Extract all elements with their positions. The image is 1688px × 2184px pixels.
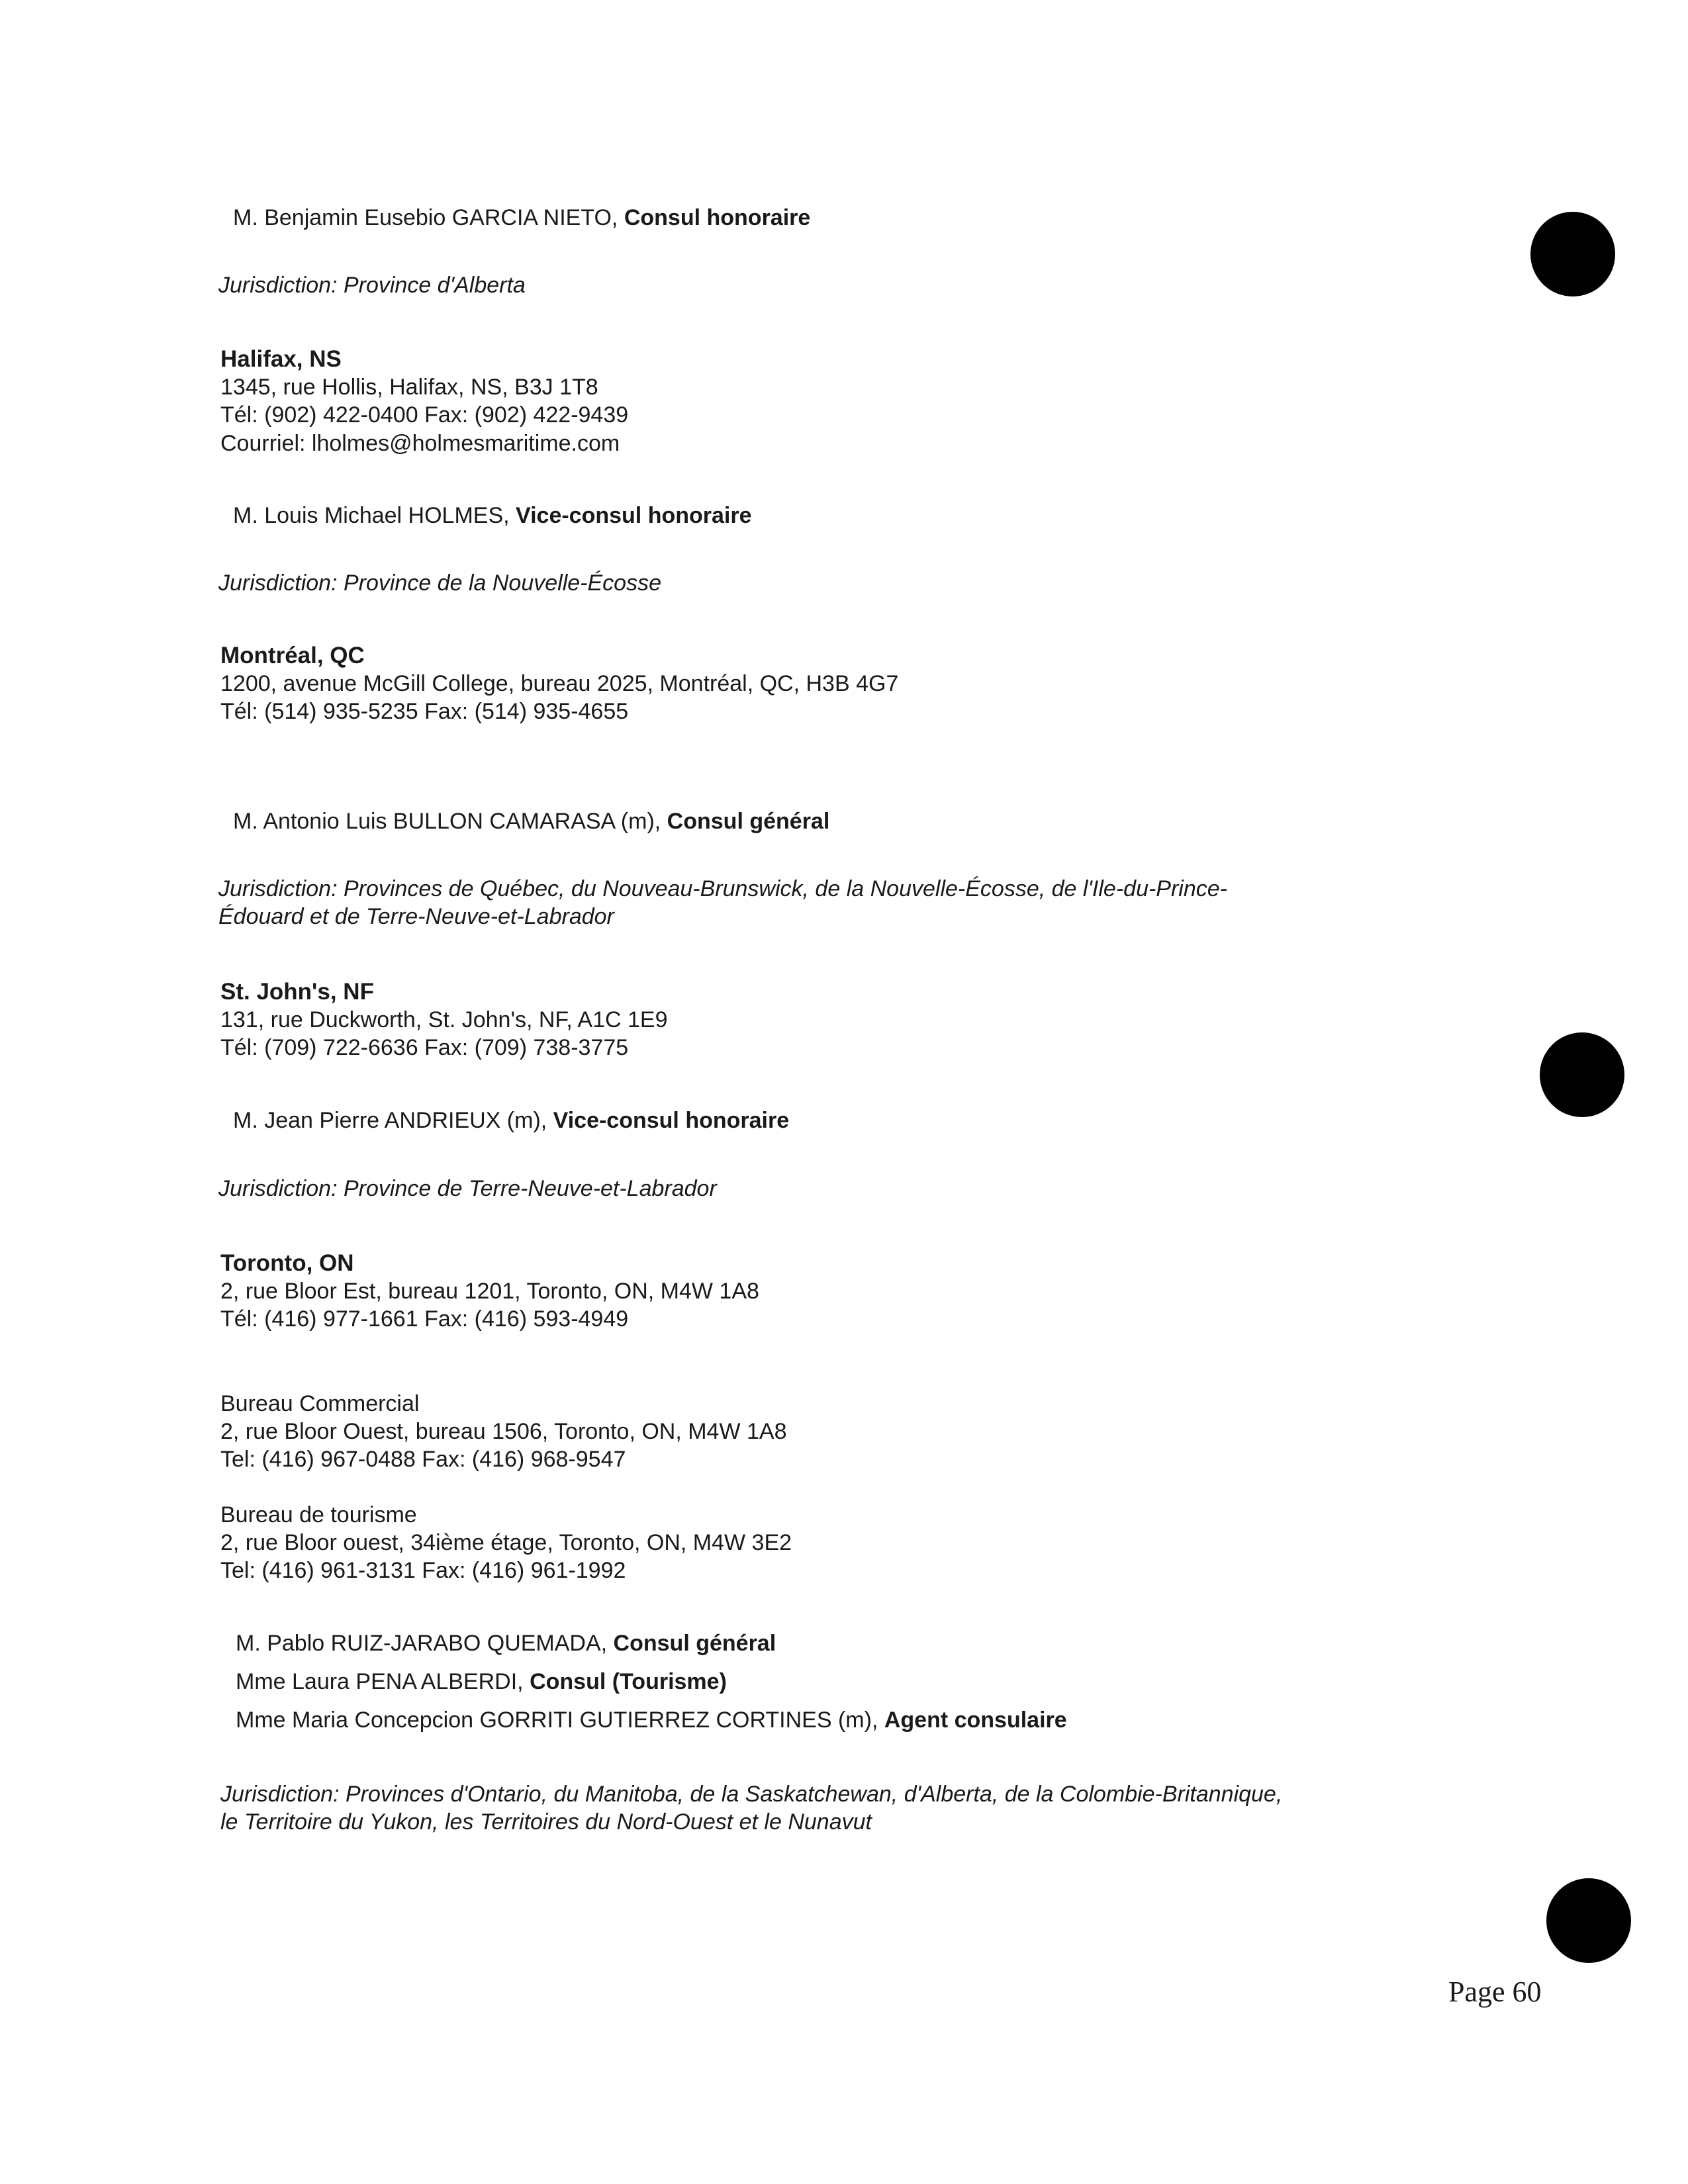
toronto-staff-2-title: Consul (Tourisme): [530, 1669, 727, 1694]
halifax-person-title: Vice-consul honoraire: [516, 503, 752, 528]
st-johns-city-heading: St. John's, NF: [220, 979, 374, 1005]
montreal-person-title: Consul général: [667, 809, 830, 834]
garcia-nieto-line: [233, 204, 810, 232]
halifax-email: Courriel: lholmes@holmesmaritime.com: [220, 431, 620, 456]
montreal-person-line: [233, 807, 829, 835]
toronto-staff-3-name: Mme Maria Concepcion GORRITI GUTIERREZ CORTINES (m),: [236, 1707, 884, 1733]
toronto-jurisdiction-line1: Jurisdiction: Provinces d'Ontario, du Manitoba, de la Saskatchewan, d'Alberta, de la Colombie-Britannique,: [220, 1782, 1283, 1807]
toronto-staff-1-name: M. Pablo RUIZ-JARABO QUEMADA,: [236, 1631, 614, 1656]
st-johns-person-title: Vice-consul honoraire: [553, 1108, 790, 1133]
toronto-address: 2, rue Bloor Est, bureau 1201, Toronto, ON, M4W 1A8: [220, 1279, 759, 1304]
punch-hole-bottom-icon: [1546, 1878, 1631, 1963]
toronto-tourism-address: 2, rue Bloor ouest, 34ième étage, Toronto, ON, M4W 3E2: [220, 1530, 792, 1555]
montreal-jurisdiction-line2: Édouard et de Terre-Neuve-et-Labrador: [218, 904, 614, 929]
toronto-staff-1-title: Consul général: [613, 1631, 776, 1656]
st-johns-jurisdiction: Jurisdiction: Province de Terre-Neuve-et-Labrador: [218, 1176, 717, 1201]
toronto-jurisdiction-line2: le Territoire du Yukon, les Territoires du Nord-Ouest et le Nunavut: [220, 1809, 872, 1835]
toronto-city-heading: Toronto, ON: [220, 1250, 354, 1276]
toronto-commercial-label: Bureau Commercial: [220, 1391, 420, 1416]
halifax-person-name: M. Louis Michael HOLMES,: [233, 503, 516, 528]
st-johns-phone: Tél: (709) 722-6636 Fax: (709) 738-3775: [220, 1035, 629, 1060]
toronto-tourism-phone: Tel: (416) 961-3131 Fax: (416) 961-1992: [220, 1558, 626, 1583]
halifax-jurisdiction: Jurisdiction: Province de la Nouvelle-Écosse: [218, 570, 661, 596]
halifax-person-line: [233, 502, 752, 529]
montreal-jurisdiction-line1: Jurisdiction: Provinces de Québec, du Nouveau-Brunswick, de la Nouvelle-Écosse, de l'Ile-du-Prince-: [218, 876, 1227, 901]
halifax-city-heading: Halifax, NS: [220, 346, 342, 372]
punch-hole-middle-icon: [1540, 1032, 1624, 1117]
toronto-commercial-phone: Tel: (416) 967-0488 Fax: (416) 968-9547: [220, 1447, 626, 1472]
garcia-nieto-title: Consul honoraire: [624, 205, 811, 230]
toronto-staff-line-2: [236, 1668, 727, 1696]
toronto-staff-line-1: [236, 1629, 776, 1657]
halifax-phone: Tél: (902) 422-0400 Fax: (902) 422-9439: [220, 402, 629, 428]
toronto-commercial-address: 2, rue Bloor Ouest, bureau 1506, Toronto, ON, M4W 1A8: [220, 1419, 787, 1444]
st-johns-person-name: M. Jean Pierre ANDRIEUX (m),: [233, 1108, 553, 1133]
montreal-person-name: M. Antonio Luis BULLON CAMARASA (m),: [233, 809, 667, 834]
garcia-nieto-name: M. Benjamin Eusebio GARCIA NIETO,: [233, 205, 624, 230]
toronto-staff-3-title: Agent consulaire: [884, 1707, 1067, 1733]
toronto-staff-line-3: [236, 1706, 1067, 1734]
punch-hole-top-icon: [1530, 212, 1615, 296]
toronto-phone: Tél: (416) 977-1661 Fax: (416) 593-4949: [220, 1306, 629, 1332]
montreal-phone: Tél: (514) 935-5235 Fax: (514) 935-4655: [220, 699, 629, 724]
halifax-address: 1345, rue Hollis, Halifax, NS, B3J 1T8: [220, 375, 598, 400]
st-johns-address: 131, rue Duckworth, St. John's, NF, A1C 1E9: [220, 1007, 668, 1032]
montreal-city-heading: Montréal, QC: [220, 643, 365, 668]
garcia-nieto-jurisdiction: Jurisdiction: Province d'Alberta: [218, 273, 526, 298]
page-number: Page 60: [1448, 1976, 1542, 2008]
montreal-address: 1200, avenue McGill College, bureau 2025, Montréal, QC, H3B 4G7: [220, 671, 899, 696]
st-johns-person-line: [233, 1107, 789, 1134]
toronto-tourism-label: Bureau de tourisme: [220, 1502, 417, 1527]
toronto-staff-2-name: Mme Laura PENA ALBERDI,: [236, 1669, 530, 1694]
